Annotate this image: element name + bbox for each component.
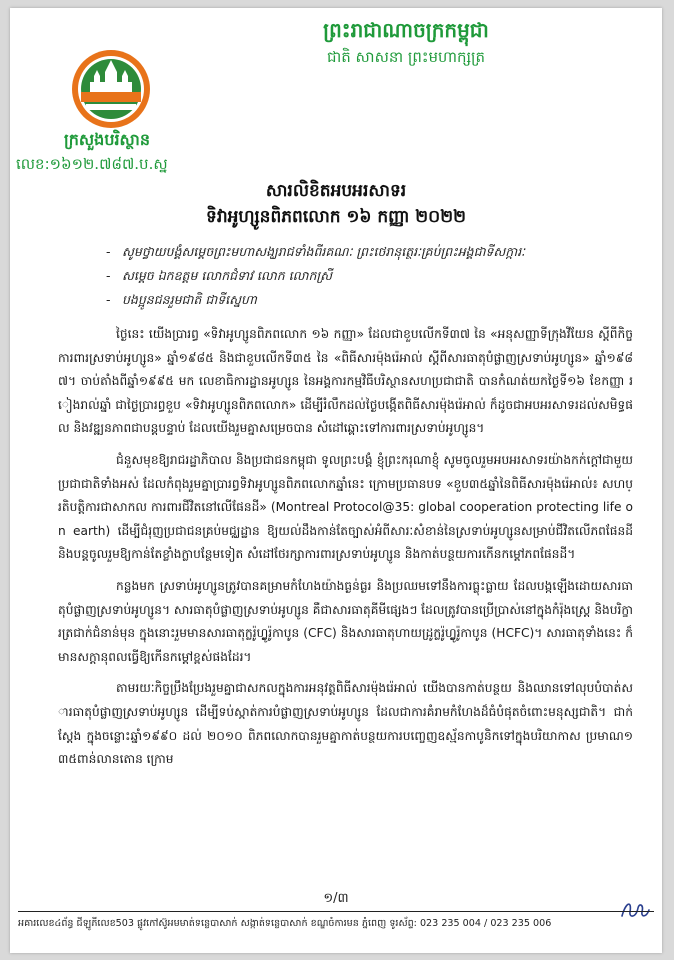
letter-body xyxy=(58,323,633,780)
body-paragraph: ជំនួសមុខឱ្យរាជរដ្ឋាភិបាល និងប្រជាជនកម្ពុជា ទូលព្រះបង្គំ ខ្ញុំព្រះករុណាខ្ញុំ សូមចូលរួមអបអរសាទរយ៉ាងកក់ក្តៅជាមួយប្រជាជាតិទាំងអស់ ដែលកំពុងរួមគ្នាប្រារព្ធទិវាអូហ្សូនពិភពលោកឆ្នាំនេះ ក្រោមប្រធានបទ «ខួប៣៥ឆ្នាំនៃពិធីសារម៉ុងរ៉េអាល់៖ សហប្រតិបត្តិការជាសាកល ការពារជីវិតនៅលើផែនដី» (Montreal Protocol@35: global cooperation protecting life on earth) ដើម្បីជំរុញប្រជាជនគ្រប់មជ្ឈដ្ឋាន ឱ្យយល់ដឹងកាន់តែច្បាស់អំពីសារៈសំខាន់នៃស្រទាប់អូហ្សូនសម្រាប់ជីវិតលើភពផែនដី និងបន្តចូលរួមឱ្យកាន់តែខ្លាំងក្លាបន្ថែមទៀត សំដៅថែរក្សាការពារស្រទាប់អូហ្សូន និងកាត់បន្ថយការកើនកម្តៅភពផែនដី។ xyxy=(58,452,633,562)
page-number: ១/៣ xyxy=(323,891,349,906)
ministry-logo-icon xyxy=(70,48,152,130)
footer-divider xyxy=(18,911,654,912)
letter-title: សារលិខិតអបអរសាទរ xyxy=(265,181,407,201)
ministry-name: ក្រសួងបរិស្ថាន xyxy=(64,130,151,149)
addressee-list xyxy=(106,240,636,312)
body-paragraph: តាមរយៈកិច្ចប្រឹងប្រែងរួមគ្នាជាសកលក្នុងការអនុវត្តពិធីសារម៉ុងរ៉េអាល់ យើងបានកាត់បន្ថយ និងឈានទៅលុបបំបាត់សារធាតុបំផ្លាញស្រទាប់អូហ្សូន ដើម្បីទប់ស្កាត់ការបំផ្លាញស្រទាប់អូហ្សូន ដែលជាការគំរាមកំហែងដ៏ធំបំផុតចំពោះមនុស្សជាតិ។ ជាក់ស្តែង ក្នុងចន្លោះឆ្នាំ១៩៩០ ដល់ ២០១០ ពិភពលោកបានរួមគ្នាកាត់បន្ថយការបញ្ចេញឧស្ម័នកាបូនិកទៅក្នុងបរិយាកាស ប្រមាណ១៣៥ពាន់លានតោន ក្រោម xyxy=(58,681,633,767)
document-page xyxy=(10,8,662,953)
national-motto: ជាតិ សាសនា ព្រះមហាក្សត្រ xyxy=(326,48,486,66)
addressee-item: - សម្តេច ឯកឧត្តម លោកជំទាវ លោក លោកស្រី xyxy=(106,264,636,288)
body-paragraph: កន្លងមក ស្រទាប់អូហ្សូនត្រូវបានគម្រាមកំហែងយ៉ាងធ្ងន់ធ្ងរ និងប្រឈមទៅនឹងការធ្លុះធ្លាយ ដែលបង្កឡើងដោយសារធាតុបំផ្លាញស្រទាប់អូហ្សូន។ សារធាតុបំផ្លាញស្រទាប់អូហ្សូន គឺជាសារធាតុគីមីផ្សេងៗ ដែលត្រូវបានប្រើប្រាស់នៅក្នុងកំរ៉ុងស្រ្តេ និងបរិក្ខារត្រជាក់ជំនាន់មុន ក្នុងនោះរួមមានសារធាតុក្លរ៉ូហ្វ្លូរ៉ូកាបូន (CFC) និងសារធាតុហាយដ្រូក្លរ៉ូហ្វ្លូរ៉ូកាបូន (HCFC)។ សារធាតុទាំងនេះ ក៏មានសក្តានុពលធ្វើឱ្យកើនកម្តៅខ្ពស់ផងដែរ។ xyxy=(58,578,633,664)
addressee-item: - បងប្អូនជនរួមជាតិ ជាទីស្នេហា xyxy=(106,288,636,312)
addressee-item: - សូមថ្វាយបង្គំសម្តេចព្រះមហាសង្ឃរាជទាំងពីរគណៈ ព្រះថេរានុត្ថេរៈគ្រប់ព្រះអង្គជាទីសក្ការៈ xyxy=(106,240,636,264)
letter-subtitle: ទិវាអូហ្សូនពិភពលោក ១៦ កញ្ញា ២០២២ xyxy=(206,207,466,227)
footer-address: អគារលេខ៤ព័ន្ធ ជីឡូភីលេខ503 ផ្លូវកៅស៊ូអមមាត់ទន្លេបាសាក់ សង្កាត់ទន្លេបាសាក់ ខណ្ឌចំការមន ភ្នំពេញ ទូរស័ព្ទ: 023 235 004 / 023 235 006 xyxy=(18,918,552,929)
body-paragraph: ថ្ងៃនេះ យើងប្រារព្ធ «ទិវាអូហ្សូនពិភពលោក ១៦ កញ្ញា» ដែលជាខួបលើកទី៣៧ នៃ «អនុសញ្ញាទីក្រុងវីយែន ស្តីពីកិច្ចការពារស្រទាប់អូហ្សូន» ឆ្នាំ១៩៨៥ និងជាខួបលើកទី៣៥ នៃ «ពិធីសារម៉ុងរ៉េអាល់ ស្តីពីសារធាតុបំផ្លាញស្រទាប់អូហ្សូន» ឆ្នាំ១៩៨៧។ ចាប់តាំងពីឆ្នាំ១៩៩៥ មក លេខាធិការដ្ឋានអូហ្សូន នៃអង្គការកម្មវិធីបរិស្ថានសហប្រជាជាតិ បានកំណត់យកថ្ងៃទី១៦ ខែកញ្ញា រៀងរាល់ឆ្នាំ ជាថ្ងៃប្រារព្ធខួប «ទិវាអូហ្សូនពិភពលោក» ដើម្បីរំលឹកដល់ថ្ងៃបង្កើតពិធីសារម៉ុងរ៉េអាល់ ក៏ដូចជាអបអរសាទរដល់សមិទ្ធផល និងវឌ្ឍនភាពជាបន្តបន្ទាប់ ដែលយើងរួមគ្នាសម្រេចបាន សំដៅឆ្ពោះទៅការពារស្រទាប់អូហ្សូន។ xyxy=(58,327,633,436)
kingdom-heading: ព្រះរាជាណាចក្រកម្ពុជា xyxy=(323,18,489,42)
reference-number: លេខ:១៦១២.៧៨៧.ប.ស្ន xyxy=(16,155,168,173)
